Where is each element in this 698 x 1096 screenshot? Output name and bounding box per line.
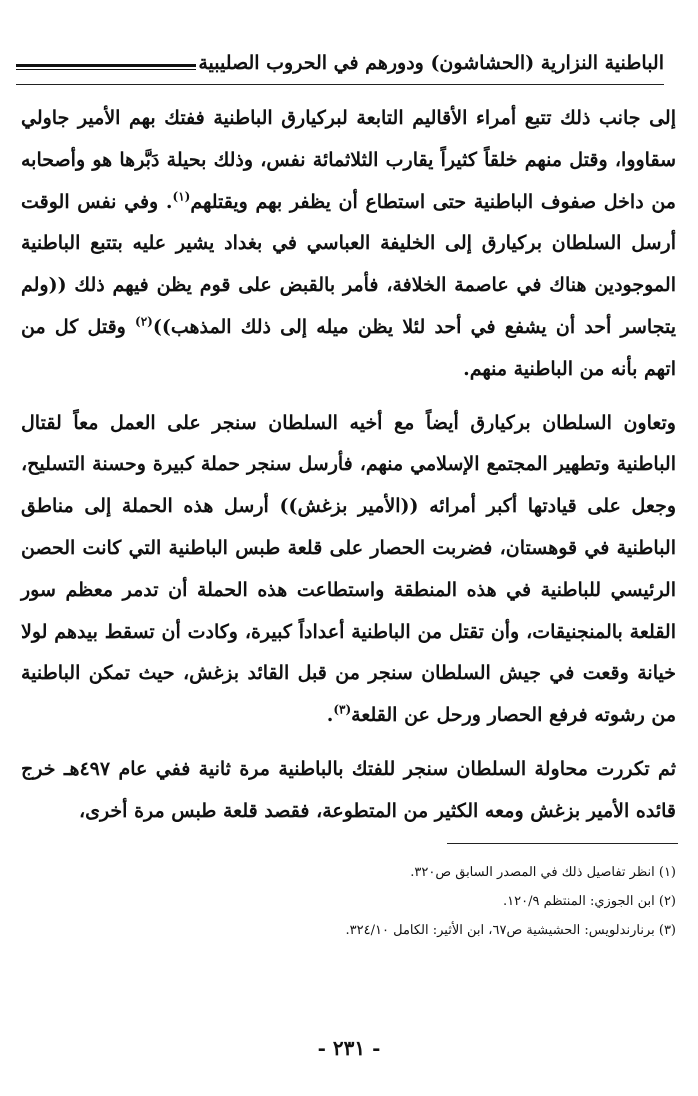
running-head-title: الباطنية النزارية (الحشاشون) ودورهم في الحروب الصليبية (198, 52, 664, 74)
footnote-2: (٢) ابن الجوزي: المنتظم ١٢٠/٩. (502, 894, 676, 909)
paragraph-1 (21, 98, 676, 391)
footnotes (36, 858, 676, 945)
paragraph-3: ثم تكررت محاولة السلطان سنجر للفتك بالباطنية مرة ثانية ففي عام ٤٩٧هـ خرج قائده الأمير بزغش ومعه الكثير من المتطوعة، فقصد قلعة طبس مرة أخرى، (21, 757, 676, 822)
paragraph-1-part-1: إلى جانب ذلك تتبع أمراء الأقاليم التابعة لبركيارق الباطنية ففتك بهم الأمير جاولي سقاووا، وقتل منهم خلقاً كثيراً يقارب الثلاثمائة نفس، وذلك بحيلة دَبَّرها هو وأصحابه من داخل صفوف الباطنية حتى استطاع أن يظفر بهم ويقتلهم (21, 107, 676, 213)
running-head-underline (16, 84, 664, 85)
paragraph-1-part-3: وقتل كل من اتهم بأنه من الباطنية منهم. (21, 315, 676, 380)
footnote-separator (447, 843, 678, 844)
footnote-ref-2: (٢) (135, 314, 153, 329)
paragraph-2-part-1: وتعاون السلطان بركيارق أيضاً مع أخيه السلطان سنجر على العمل معاً لقتال الباطنية وتطهير المجتمع الإسلامي منهم، فأرسل سنجر حملة كبيرة وحسنة التسليح، وجعل على قيادتها أكبر أمرائه ((الأمير بزغش)) أرسل هذه الحملة إلى مناطق الباطنية في قوهستان، فضربت الحصار على قلعة طبس الباطنية التي كانت الحصن الرئيسي للباطنية في هذه المنطقة واستطاعت هذه الحملة أن تدمر معظم سور القلعة بالمنجنيقات، وأن تقتل من الباطنية أعداداً كبيرة، وكادت أن تسقط بيدهم لولا خيانة وقعت في جيش السلطان سنجر من قبل القائد بزغش، حيث تمكن الباطنية من رشوته فرفع الحصار ورحل عن القلعة (21, 411, 676, 727)
footnote-3: (٣) برنارندلويس: الحشيشية ص٦٧، ابن الأثير: الكامل ٣٢٤/١٠. (345, 923, 676, 938)
paragraph-2 (21, 403, 676, 737)
body-text (21, 98, 676, 833)
footnote-1: (١) انظر تفاصيل ذلك في المصدر السابق ص٣٢٠. (410, 865, 676, 880)
paragraph-1-part-2: . وفي نفس الوقت أرسل السلطان بركيارق إلى الخليفة العباسي في بغداد يشير عليه بتتبع الباطنية الموجودين هناك في عاصمة الخلافة، فأمر بالقبض على قوم يظن فيهم ذلك ((ولم يتجاسر أحد أن يشفع في أحد لئلا يظن ميله إلى ذلك المذهب)) (21, 190, 676, 338)
running-head-double-rule (16, 64, 196, 70)
paragraph-2-part-2: . (326, 704, 334, 727)
footnote-ref-1: (١) (172, 189, 191, 204)
footnote-ref-3: (٣) (333, 702, 352, 717)
page-number: - ٢٣١ - (317, 1036, 381, 1060)
running-head (16, 48, 664, 88)
